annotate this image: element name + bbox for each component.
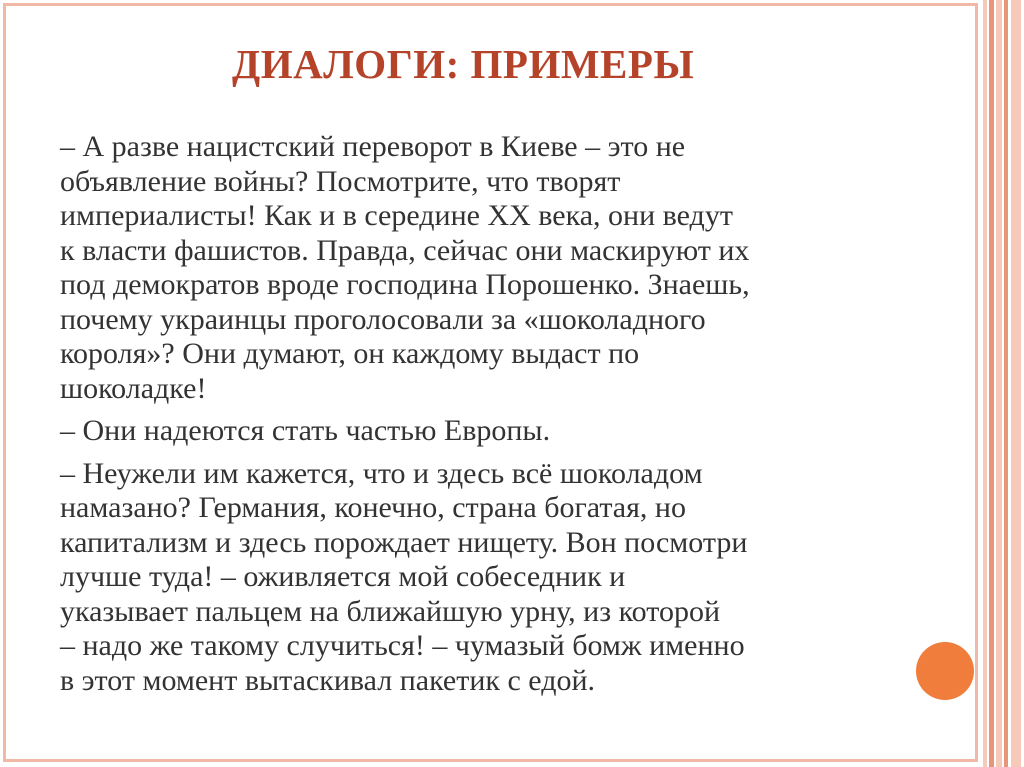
decorative-stripe bbox=[983, 0, 987, 767]
decorative-stripe bbox=[1011, 0, 1021, 767]
text-line: почему украинцы проголосовали за «шоколадного bbox=[60, 302, 706, 336]
dialogue-paragraph bbox=[60, 457, 910, 699]
text-line: указывает пальцем на ближайшую урну, из которой bbox=[60, 594, 720, 628]
text-line: намазано? Германия, конечно, страна богатая, но bbox=[60, 491, 686, 524]
text-line: под демократов вроде господина Порошенко. Знаешь, bbox=[60, 268, 750, 301]
text-line: объявление войны? Посмотрите, что творят bbox=[60, 164, 621, 198]
decorative-stripe bbox=[996, 0, 1002, 767]
text-line: к власти фашистов. Правда, сейчас они маскируют их bbox=[60, 233, 750, 267]
text-line: лучше туда! – оживляется мой собеседник и bbox=[60, 560, 626, 593]
text-line: капитализм и здесь порождает нищету. Вон посмотри bbox=[60, 525, 748, 559]
dialogue-paragraph bbox=[60, 414, 910, 449]
text-line: империалисты! Как и в середине XX века, они ведут bbox=[60, 199, 733, 232]
orange-circle-decoration bbox=[916, 642, 974, 700]
decorative-stripe bbox=[989, 0, 994, 767]
text-line: – надо же такому случиться! – чумазый бомж именно bbox=[60, 629, 745, 662]
text-line: в этот момент вытаскивал пакетик с едой. bbox=[60, 663, 596, 697]
text-line: – Они надеются стать частью Европы. bbox=[60, 414, 551, 447]
text-line: – А разве нацистский переворот в Киеве – это не bbox=[60, 130, 686, 163]
text-line: – Неужели им кажется, что и здесь всё шоколадом bbox=[60, 456, 703, 490]
dialogue-paragraph bbox=[60, 130, 910, 406]
text-line: шоколадке! bbox=[60, 371, 207, 405]
slide-title: ДИАЛОГИ: ПРИМЕРЫ bbox=[232, 41, 695, 87]
decorative-stripe bbox=[1004, 0, 1008, 767]
text-line: короля»? Они думают, он каждому выдаст по bbox=[60, 337, 640, 370]
dialogue-text bbox=[60, 130, 910, 706]
